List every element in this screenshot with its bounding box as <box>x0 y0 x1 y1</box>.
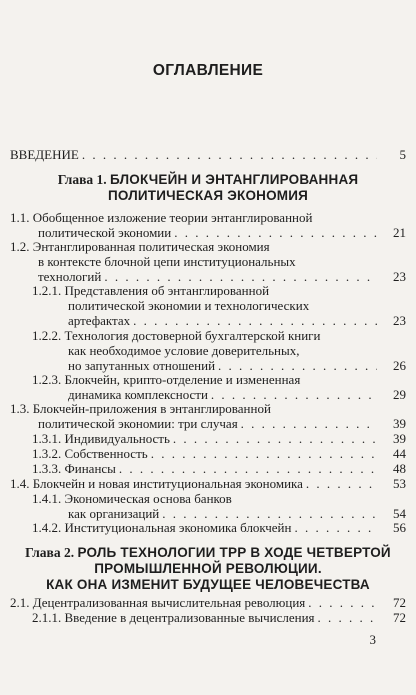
toc-entry-line: 1.4.1. Экономическая основа банков <box>32 491 232 506</box>
toc-entry-text: но запутанных отношений <box>68 358 216 373</box>
toc-entry-text: технологий <box>38 269 102 284</box>
toc-entry[interactable] <box>10 595 406 610</box>
toc-entry-intro[interactable] <box>10 147 406 162</box>
toc-page-number: 39 <box>393 431 406 446</box>
toc-entry-text: артефактах <box>68 313 131 328</box>
toc-entry-text: 2.1.1. Введение в децентрализованные вычисления <box>32 610 315 625</box>
leader-dots <box>173 431 377 446</box>
toc-entry[interactable] <box>32 520 406 535</box>
toc-page-number: 48 <box>393 461 406 476</box>
leader-dots <box>308 595 377 610</box>
toc-page-number: 29 <box>393 387 406 402</box>
toc-entry-text: как организаций <box>68 506 160 521</box>
toc-entry-line: 1.1. Обобщенное изложение теории энтанглированной <box>10 210 313 225</box>
leader-dots <box>104 269 377 284</box>
toc-entry-text: политической экономии <box>38 225 172 240</box>
toc-page-number: 21 <box>393 225 406 240</box>
chapter-title-line: РОЛЬ ТЕХНОЛОГИИ ТРР В ХОДЕ ЧЕТВЕРТОЙ <box>77 545 391 560</box>
toc-page-number: 72 <box>393 610 406 625</box>
toc-entry-line: 1.2.2. Технология достоверной бухгалтерской книги <box>32 328 321 343</box>
leader-dots <box>241 416 377 431</box>
toc-entry-line: 1.2.1. Представления об энтанглированной <box>32 283 270 298</box>
leader-dots <box>133 313 377 328</box>
toc-page-number: 53 <box>393 476 406 491</box>
toc-page-number: 54 <box>393 506 406 521</box>
page-number: 3 <box>369 632 376 647</box>
toc-entry[interactable] <box>32 491 406 521</box>
toc-entry-text: политической экономии: три случая <box>38 416 238 431</box>
toc-page-number: 5 <box>399 147 406 162</box>
toc-entry[interactable] <box>32 446 406 461</box>
toc-entry[interactable] <box>10 210 406 240</box>
toc-entry[interactable] <box>10 239 406 284</box>
toc-entry-line: 1.3. Блокчейн-приложения в энтанглированной <box>10 401 271 416</box>
toc-entry-text: 2.1. Децентрализованная вычислительная революция <box>10 595 306 610</box>
leader-dots <box>318 610 377 625</box>
toc-entry-line: как необходимое условие доверительных, <box>68 343 300 358</box>
toc-entry-text: 1.3.3. Финансы <box>32 461 116 476</box>
toc-page-number: 39 <box>393 416 406 431</box>
toc-page-number: 44 <box>393 446 406 461</box>
toc-entry[interactable] <box>10 401 406 431</box>
toc-entry-line: политической экономии и технологических <box>68 298 310 313</box>
toc-entry[interactable] <box>32 461 406 476</box>
leader-dots <box>294 520 377 535</box>
leader-dots <box>306 476 377 491</box>
toc-entry-text: ВВЕДЕНИЕ <box>10 147 79 162</box>
leader-dots <box>82 147 377 162</box>
chapter-title-line: КАК ОНА ИЗМЕНИТ БУДУЩЕЕ ЧЕЛОВЕЧЕСТВА <box>46 577 370 592</box>
toc-entry-line: 1.2.3. Блокчейн, крипто-отделение и измененная <box>32 372 301 387</box>
leader-dots <box>211 387 377 402</box>
leader-dots <box>218 358 377 373</box>
toc-page-number: 26 <box>393 358 406 373</box>
toc-entry[interactable] <box>10 476 406 491</box>
toc-entry-line: 1.2. Энтанглированная политическая экономия <box>10 239 270 254</box>
toc-entry-text: 1.3.1. Индивидуальность <box>32 431 170 446</box>
toc-entry[interactable] <box>32 431 406 446</box>
toc-page-number: 23 <box>393 313 406 328</box>
toc-entry-text: динамика комплексности <box>68 387 208 402</box>
toc-page-number: 23 <box>393 269 406 284</box>
leader-dots <box>119 461 377 476</box>
toc-entry[interactable] <box>32 610 406 625</box>
leader-dots <box>151 446 377 461</box>
toc-page-number: 72 <box>393 595 406 610</box>
chapter-title-line: ПРОМЫШЛЕННОЙ РЕВОЛЮЦИИ. <box>94 561 322 576</box>
toc-page-number: 56 <box>393 520 406 535</box>
chapter-2-heading[interactable] <box>0 545 416 593</box>
chapter-label: Глава 2. <box>25 545 75 560</box>
toc-entry[interactable] <box>32 328 406 373</box>
chapter-1-heading[interactable] <box>0 172 416 204</box>
chapter-label: Глава 1. <box>57 172 107 187</box>
toc-entry-line: в контексте блочной цепи институциональных <box>38 254 296 269</box>
toc-entry[interactable] <box>32 283 406 328</box>
leader-dots <box>162 506 377 521</box>
toc-entry-text: 1.3.2. Собственность <box>32 446 148 461</box>
chapter-title-line: ПОЛИТИЧЕСКАЯ ЭКОНОМИЯ <box>107 188 309 203</box>
page-title: ОГЛАВЛЕНИЕ <box>152 62 264 79</box>
toc-entry[interactable] <box>32 372 406 402</box>
toc-entry-text: 1.4.2. Институциональная экономика блокчейн <box>32 520 292 535</box>
leader-dots <box>174 225 377 240</box>
toc-entry-text: 1.4. Блокчейн и новая институциональная экономика <box>10 476 303 491</box>
chapter-title-line: БЛОКЧЕЙН И ЭНТАНГЛИРОВАННАЯ <box>110 172 359 187</box>
